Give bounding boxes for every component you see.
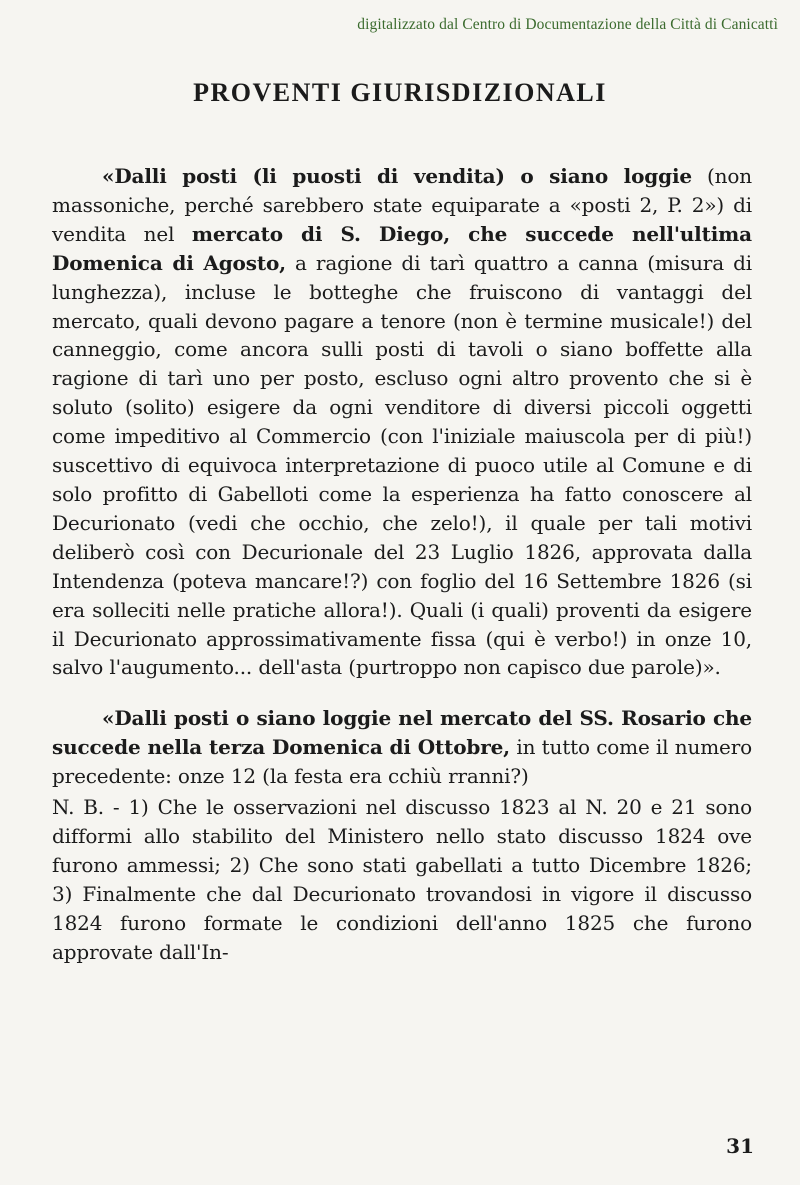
paragraph-1 [52, 162, 752, 682]
page-number: 31 [726, 1134, 754, 1158]
plain-text: a ragione di tarì quattro a canna (misura di lunghezza), incluse le botteghe che fruiscono di vantaggi del mercato, quali devono pagare a tenore (non è termine musicale!) del canneggio, come ancora sulli posti di tavoli o siano boffette alla ragione di tarì uno per posto, escluso ogni altro provento che si è soluto (solito) esigere da ogni venditore di diversi piccoli oggetti come impeditivo al Commercio (con l'iniziale maiuscola per di più!) suscettivo di equivoca interpretazione di puoco utile al Comune e di solo profitto di Gabelloti come la esperienza ha fatto conoscere al Decurionato (vedi che occhio, che zelo!), il quale per tali motivi deliberò così con Decurionale del 23 Luglio 1826, approvata dalla Intendenza (poteva mancare!?) con foglio del 16 Settembre 1826 (si era solleciti nelle pratiche allora!). Quali (i quali) proventi da esigere il Decurionato approssimativamente fissa (qui è verbo!) in onze 10, salvo l'augumento... dell'asta (purtroppo non capisco due parole)». [52, 250, 752, 680]
plain-text: (non massoniche, perché sarebbero state equiparate a «posti 2, P. 2») di vendita nel [52, 164, 752, 246]
note-paragraph: N. B. - 1) Che le osservazioni nel discusso 1823 al N. 20 e 21 sono difformi allo stabilito del Ministero nello stato discusso 1824 ove furono ammessi; 2) Che sono stati gabellati a tutto Dicembre 1826; 3) Finalmente che dal Decurionato trovandosi in vigore il discusso 1824 furono formate le condizioni dell'anno 1825 che furono approvate dall'In- [52, 795, 752, 964]
bold-text: «Dalli posti o siano loggie nel mercato del SS. Rosario che succede nella terza Domenica di Ottobre, [52, 706, 752, 760]
watermark: digitalizzato dal Centro di Documentazione della Città di Canicattì [357, 16, 778, 33]
body-text [52, 162, 752, 966]
page-title: PROVENTI GIURISDIZIONALI [193, 78, 607, 107]
bold-text: «Dalli posti (li puosti di vendita) o siano loggie [102, 164, 692, 188]
paragraph-2 [52, 704, 752, 791]
plain-text: in tutto come il numero precedente: onze 12 (la festa era cchiù rranni?) [52, 735, 752, 789]
bold-text: mercato di S. Diego, che succede nell'ultima Domenica di Agosto, [52, 221, 752, 275]
